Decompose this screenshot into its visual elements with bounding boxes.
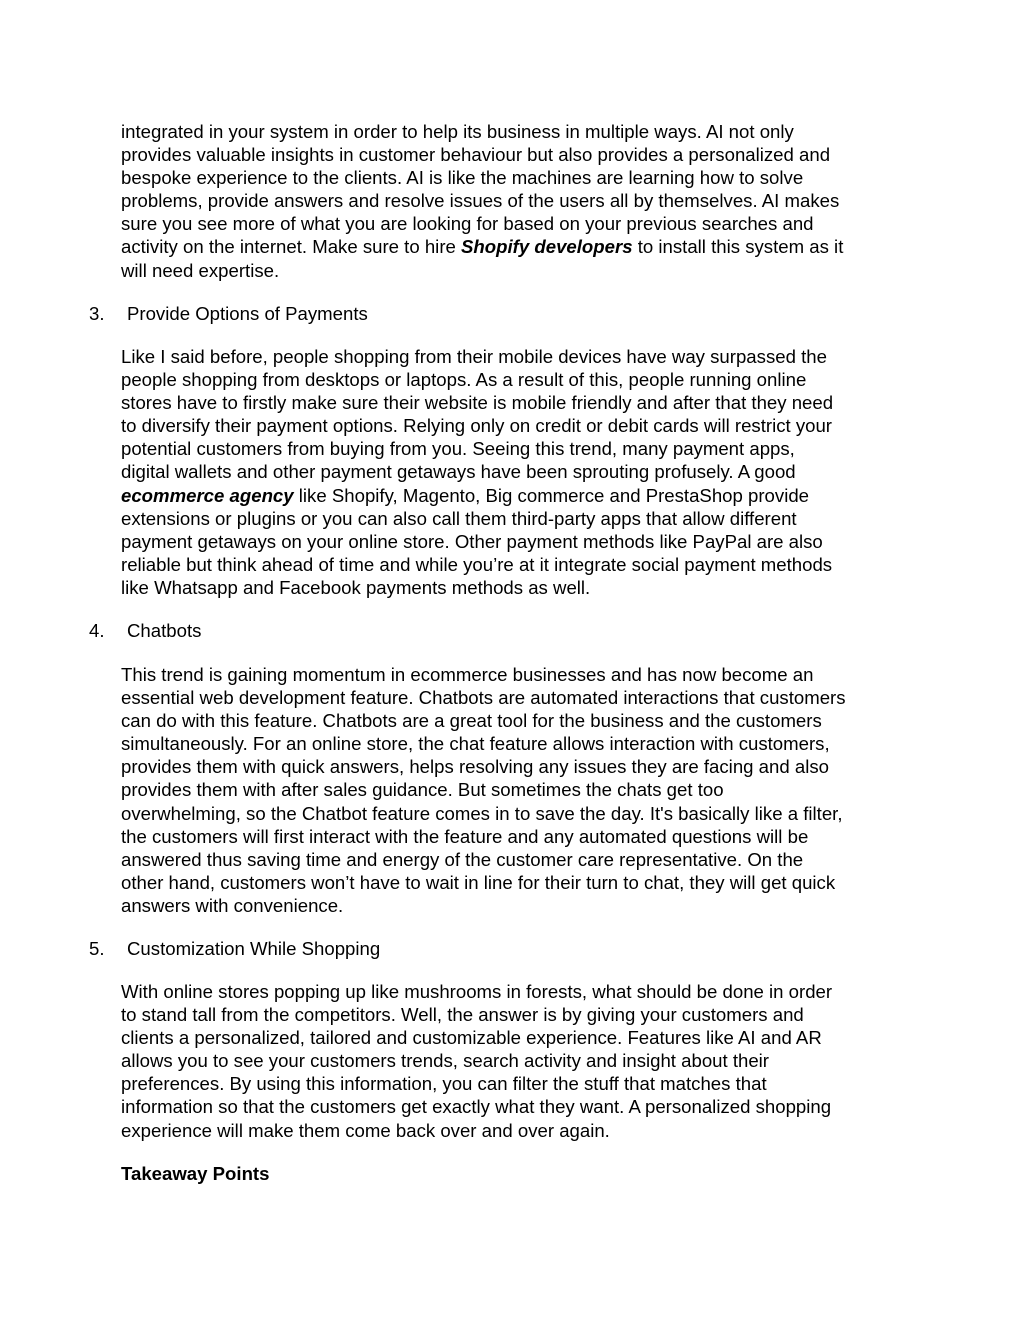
list-number: 3. xyxy=(89,303,105,324)
text-line: reliable but think ahead of time and while you’re at it integrate social payment methods xyxy=(121,553,833,575)
text-line: provides them with quick answers, helps resolving any issues they are facing and also xyxy=(121,756,829,778)
text-fragment: like Shopify, Magento, Big commerce and PrestaShop provide xyxy=(293,484,810,506)
ecommerce-agency-keyword: ecommerce agency xyxy=(121,484,294,506)
text-line: stores have to firstly make sure their website is mobile friendly and after that they need xyxy=(121,392,834,414)
text-line xyxy=(121,484,921,507)
customization-paragraph xyxy=(121,980,921,1142)
text-line: extensions or plugins or you can also call them third-party apps that allow different xyxy=(121,507,797,529)
text-line: payment getaways on your online store. Other payment methods like PayPal are also xyxy=(121,530,823,552)
section-heading-payments xyxy=(89,302,368,325)
text-line xyxy=(121,235,921,258)
intro-paragraph xyxy=(121,120,921,282)
section-heading-customization xyxy=(89,937,380,960)
text-line: will need expertise. xyxy=(121,259,280,281)
section-title: Chatbots xyxy=(127,620,202,641)
text-line: Like I said before, people shopping from their mobile devices have way surpassed the xyxy=(121,346,827,367)
text-line: can do with this feature. Chatbots are a great tool for the business and the customers xyxy=(121,710,822,732)
text-line: answers with convenience. xyxy=(121,894,344,916)
text-fragment: activity on the internet. Make sure to hire xyxy=(121,236,462,258)
text-line: clients a personalized, tailored and customizable experience. Features like AI and AR xyxy=(121,1027,822,1049)
text-line: the customers will first interact with the feature and any automated questions will be xyxy=(121,825,809,847)
text-line: answered thus saving time and energy of the customer care representative. On the xyxy=(121,848,804,870)
text-line: provides them with after sales guidance. But sometimes the chats get too xyxy=(121,779,724,801)
text-line: problems, provide answers and resolve issues of the users all by themselves. AI makes xyxy=(121,190,840,212)
text-line: information so that the customers get exactly what they want. A personalized shopping xyxy=(121,1096,832,1118)
section-title: Customization While Shopping xyxy=(127,938,381,959)
text-line: experience will make them come back over and over again. xyxy=(121,1119,610,1141)
text-line: like Whatsapp and Facebook payments methods as well. xyxy=(121,576,591,598)
text-line: other hand, customers won’t have to wait in line for their turn to chat, they will get quick xyxy=(121,871,836,893)
text-line: provides valuable insights in customer behaviour but also provides a personalized and xyxy=(121,144,831,166)
text-line: potential customers from buying from you. Seeing this trend, many payment apps, xyxy=(121,438,795,460)
section-title: Provide Options of Payments xyxy=(127,303,368,324)
text-fragment: to install this system as it xyxy=(632,236,844,258)
list-number: 4. xyxy=(89,620,105,641)
list-number: 5. xyxy=(89,938,105,959)
chatbots-paragraph xyxy=(121,663,921,917)
text-line: This trend is gaining momentum in ecommerce businesses and has now become an xyxy=(121,664,814,685)
text-line: preferences. By using this information, you can filter the stuff that matches that xyxy=(121,1073,767,1095)
text-line: people shopping from desktops or laptops. As a result of this, people running online xyxy=(121,369,807,391)
text-line: sure you see more of what you are looking for based on your previous searches and xyxy=(121,213,814,235)
text-line: integrated in your system in order to help its business in multiple ways. AI not only xyxy=(121,121,794,142)
text-line: bespoke experience to the clients. AI is like the machines are learning how to solve xyxy=(121,167,804,189)
text-line: essential web development feature. Chatbots are automated interactions that customers xyxy=(121,687,846,709)
shopify-developers-keyword: Shopify developers xyxy=(461,236,633,258)
text-line: overwhelming, so the Chatbot feature comes in to save the day. It's basically like a filter, xyxy=(121,802,843,824)
text-line: to diversify their payment options. Relying only on credit or debit cards will restrict your xyxy=(121,415,832,437)
text-line: allows you to see your customers trends, search activity and insight about their xyxy=(121,1050,770,1072)
payments-paragraph xyxy=(121,345,921,599)
takeaway-heading: Takeaway Points xyxy=(121,1163,270,1184)
section-heading-chatbots xyxy=(89,619,201,642)
text-line: digital wallets and other payment getaways have been sprouting profusely. A good xyxy=(121,461,796,483)
text-line: With online stores popping up like mushrooms in forests, what should be done in order xyxy=(121,981,833,1002)
text-line: simultaneously. For an online store, the chat feature allows interaction with customers, xyxy=(121,733,830,755)
text-line: to stand tall from the competitors. Well, the answer is by giving your customers and xyxy=(121,1004,804,1026)
